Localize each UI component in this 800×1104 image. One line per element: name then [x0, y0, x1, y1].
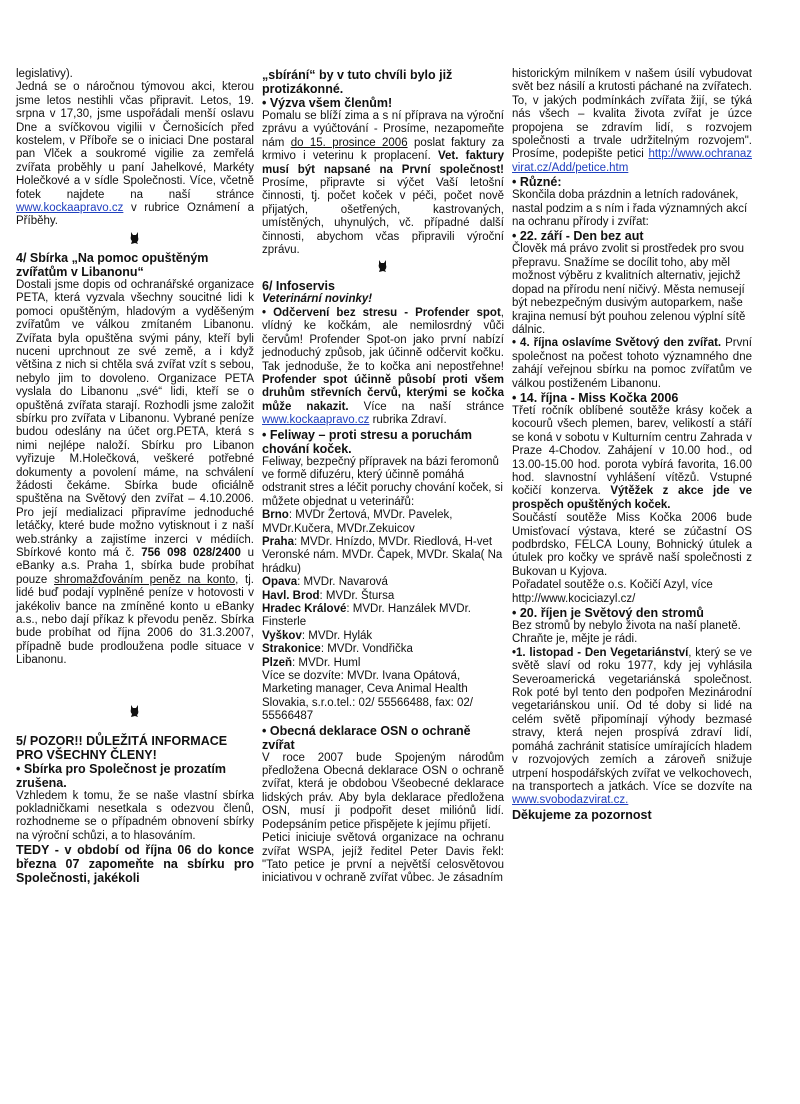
thanks-text: Děkujeme za pozornost: [512, 807, 652, 822]
event-4-text: Bez stromů by nebylo života na naší planetě. Chraňte je, mějte je rádi.: [512, 620, 741, 646]
kockaapravo-link[interactable]: www.kockaapravo.cz: [16, 202, 124, 215]
vet-city: Praha: [262, 535, 294, 548]
vet-city: Hradec Králové: [262, 603, 347, 615]
section-4-text-3: , tj. lidé buď podají vyplněné peníze v hotovosti v jakékoliv bance na zmíněné konto u eBanky a.s., nebo dají příkaz k převodu peněz. Sbírka bude probíhat od října 2006 do 31.3.2007, případně bude prodloužena podle situace v Libanonu.: [16, 573, 254, 667]
cat-divider-icon: [262, 259, 504, 277]
column-left: [16, 68, 254, 885]
petition-body: [512, 68, 752, 175]
vet-names: : MVDr. Hanzálek MVDr. Finsterle: [262, 603, 471, 629]
section-5-bullet: • Sbírka pro Společnost je prozatím zrušena.: [16, 761, 226, 790]
event-3-text-2: Součástí soutěže Miss Kočka 2006 bude Umisťovací výstava, které se zúčastní OS podbrdsko, FELCA Louny, Bohnický útulek a útulek pro kočky ve správě naší společnosti z Bukovan u Kyjova.: [512, 512, 752, 578]
odcerveni-title: • Odčervení bez stresu - Profender spot: [262, 306, 501, 319]
vyzva-text-3: Prosíme, připravte si výčet Vaší letošní činnosti, tj. počet koček v péči, počet nově přijatých, ošetřených, kastrovaných, umístěných, uhynulých, vč. případné další činnosti, abychom včas připravili výroční zprávu.: [262, 177, 504, 257]
vet-names: : MVDr. Huml: [292, 656, 361, 669]
odcerveni-text-3: rubrika Zdraví.: [369, 414, 447, 427]
vet-item: [262, 576, 504, 589]
cat-divider-icon: [16, 704, 254, 722]
odcerveni-text: , vlídný ke kočkám, ale nemilosrdný vůči červům! Profender Spot-on jako první nabízí jednoduchý způsob, jak účinně odčervit kočku. Tak jednoduše, že to kočka ani nepostřehne!: [262, 306, 504, 373]
petition-link[interactable]: http://www.ochranazvirat.cz/Add/petice.htm: [512, 148, 752, 174]
vet-city: Vyškov: [262, 629, 302, 642]
section-6-title: 6/ Infoservis: [262, 279, 335, 294]
vet-item: [262, 536, 504, 576]
osn-text-2: Petici iniciuje světová organizace na ochranu zvířat WSPA, jejíž ředitel Peter Davis řekl: "Tato petice je první a největší celosvětovou iniciativou v ochraně zvířat vůbec. Je zásadním: [262, 832, 504, 885]
event-3-title: • 14. října - Miss Kočka 2006: [512, 390, 679, 405]
column-right: [512, 68, 752, 822]
cat-divider-icon: [16, 231, 254, 249]
vet-city: Opava: [262, 576, 298, 589]
vet-names: : MVDr. Štursa: [319, 589, 395, 602]
vyzva-text-2: poslat faktury za krmivo i veterinu k proplacení.: [262, 136, 504, 163]
event-5-title: •1. listopad - Den Vegetariánství: [512, 646, 689, 659]
intro-tail: v rubrice Oznámení a Příběhy.: [16, 202, 254, 228]
column-middle: [262, 68, 504, 886]
event-1-title: • 22. září - Den bez aut: [512, 229, 644, 244]
vet-city: Brno: [262, 509, 289, 522]
odcerveni-bold: Profender spot účinně působí proti všem druhům střevních červů, kterými se kočka může nakazit.: [262, 373, 504, 413]
event-3-body: [512, 405, 752, 512]
continued-bold: „sbírání“ by v tuto chvíli bylo již protizákonné.: [262, 68, 453, 96]
vet-item: [262, 590, 504, 603]
osn-title: • Obecná deklarace OSN o ochraně zvířat: [262, 723, 471, 752]
vet-names: : MVDr. Hylák: [301, 629, 373, 642]
feliway-title: • Feliway – proti stresu a poruchám chování koček.: [262, 427, 472, 456]
vet-item: [262, 643, 504, 656]
vet-item: [262, 630, 504, 643]
section-4-text: Dostali jsme dopis od ochranářské organizace PETA, která vyzvala všechny soucitné lidi k pomoci opuštěným, hladovým a vyděšeným zvířatům ve válkou zmítaném Libanonu. Zvířata byla opuštěna svými pány, kteří byli nuceni uprchnout ze své země, a i když většina z nich si chtěla svá zvířat vzít s sebou, nebylo jim to dovoleno. Organizace PETA vyslala do Libanonu „své“ lidi, kteří se o opuštěná zvířata starají. Rozhodli jsme založit sbírku pro zvířata v Libanonu. Vybrané peníze budou odeslány na účet org.PETA, která s nimi nejlépe naloží. Sbírku pro Libanon vyřizuje M.Holečková, veškeré potřebné dokumenty a povolení máme, na schválení žádosti čekáme. Sbírka bude oficiálně spuštěna na Světový den zvířat – 4.10.2006. Pro její medializaci připravíme jednoduché letáčky, které bude možno vytisknout i z naší web.stránky a zajistíme inzerci v médiích. Sbírkové konto má č.: [16, 278, 254, 559]
kockaapravo-link-2[interactable]: www.kockaapravo.cz: [262, 414, 370, 427]
event-5-body: [512, 647, 752, 808]
event-1-text: Člověk má právo zvolit si prostředek pro svou přepravu. Snažíme se docílit toho, aby měl možnost výběru z kvalitních alternativ, jejichž dopad na přírodu není ničivý. Města nemusejí být nebezpečným dusivým autoparkem, naše krajina nemusí být pouhou zelenou výplní sítě dálnic.: [512, 243, 746, 336]
odcerveni-text-2: Více na naší stránce: [348, 400, 504, 413]
vet-names: : MVDr. Vondřička: [320, 643, 413, 656]
event-3-text: Třetí ročník oblíbené soutěže krásy koček a kocourů všech plemen, barev, velikostí a stáří se koná v sobotu v Kulturním centru Zahrada v Praze 4-Chodov. Zahájení v 10.00 hod., od 13.00-15.00 hod. porota vybírá favorita, 16.00 hod. slavnostní vyhlášení vítězů. Vstupné kočičí konzerva.: [512, 404, 752, 498]
section-4-underline: shromažďováním peněz na konto: [54, 573, 236, 586]
vet-item: [262, 603, 504, 630]
section-5-bold: TEDY - v období od října 06 do konce března 07 zapomeňte na sbírku pro Společnosti, jakékoli: [16, 843, 254, 886]
contact-text: Více se dozvíte: MVDr. Ivana Opátová, Marketing manager, Ceva Animal Health Slovakia, s.r.o.tel.: 02/ 55566488, fax: 02/ 55566487: [262, 670, 473, 723]
section-4-text-2: u eBanky a.s. Praha 1, sbírka bude probíhat pouze: [16, 547, 255, 586]
vyzva-title: • Výzva všem členům!: [262, 96, 393, 110]
vet-names: : MVDr. Hnízdo, MVDr. Riedlová, H-vet Veronské nám. MVDr. Čapek, MVDr. Skala( Na hrádku): [262, 535, 503, 575]
event-2-body: [512, 337, 752, 391]
vyzva-bold: Vet. faktury musí být napsané na První společnost!: [262, 150, 505, 176]
vet-names: : MVDr Žertová, MVDr. Pavelek, MVDr.Kučera, MVDr.Zekuicov: [262, 509, 453, 535]
vyzva-body: [262, 110, 504, 257]
account-number: 756 098 028/2400: [141, 547, 241, 559]
petition-text: historickým milníkem v našem úsilí vybudovat svět bez násilí a krutosti páchané na zvířatech. To, v jakých podmínkách zvířata žijí, se týká nás všech – kvalita života zvířat je úzce propojena se zdravím lidí, s rozvojem společnosti a trvale udržitelným rozvojem". Prosíme, podepište petici: [512, 68, 752, 161]
vet-names: : MVDr. Navarová: [297, 576, 388, 589]
osn-text: V roce 2007 bude Spojeným národům předložena Obecná deklarace OSN o ochraně zvířat, která je obdobou Všeobecné deklarace lidských práv. Aby byla deklarace předložena OSN, musí ji podpořit deset miliónů lidí. Podepsáním petice přispějete k jejímu přijetí.: [262, 751, 504, 831]
section-4-body: [16, 279, 254, 668]
vet-city: Havl. Brod: [262, 589, 320, 602]
intro-paragraph: [16, 68, 254, 229]
event-3-text-3: Pořadatel soutěže o.s. Kočičí Azyl, více http://www.kociciazyl.cz/: [512, 579, 713, 605]
vyzva-text: Pomalu se blíží zima a s ní příprava na výroční zprávu a vyúčtování - Prosíme, nezapomeňte nám: [262, 110, 504, 149]
ruzne-text: Skončila doba prázdnin a letních radovánek, nastal podzim a s ním i řada významných akcí na ochranu přírody i zvířat:: [512, 189, 748, 229]
event-2-title: • 4. října oslavíme Světový den zvířat.: [512, 337, 722, 350]
vet-city: Plzeň: [262, 656, 293, 669]
odcerveni-body: [262, 307, 504, 428]
vet-item: [262, 657, 504, 670]
section-5-text: Vzhledem k tomu, že se naše vlastní sbírka pokladničkami nesetkala s odezvou členů, rozhodneme se o případném obnovení sbírky na výroční schůzi, a to hlasováním.: [16, 789, 254, 842]
svobodazvirat-link[interactable]: www.svobodazvirat.cz.: [512, 794, 629, 807]
section-5-title: 5/ POZOR!! DŮLEŽITÁ INFORMACE PRO VŠECHNY ČLENY!: [16, 733, 228, 762]
section-6-subtitle: Veterinární novinky!: [262, 293, 373, 306]
section-4-title: 4/ Sbírka „Na pomoc opuštěným zvířatům v Libanonu“: [16, 250, 209, 279]
intro-text: legislativy). Jedná se o náročnou týmovou akci, kterou jsme letos nestihli včas připravit. Letos, 19. srpna v 17,30, jsme uspořádali menší oslavu Dne a svíčkovou vigilii v Černošicích před kostelem, v Příboře se o iniciaci Dne postaral pan Vlček a soukromé vigilie za zemřelá zvířata proběhly u paní Jahelkové, Markéty Holečkové a v sídle Společnosti. Více, včetně fotek najdete na naší stránce: [16, 68, 254, 201]
ruzne-title: • Různé:: [512, 175, 562, 190]
vyzva-deadline: do 15. prosince 2006: [290, 136, 408, 149]
vet-list: [262, 509, 504, 670]
event-3-bold: Výtěžek z akce jde ve prospěch opuštěných koček.: [512, 485, 752, 511]
feliway-text: Feliway, bezpečný přípravek na bázi feromonů ve formě difuzéru, který účinně pomáhá odstranit stres a léčit poruchy chování koček, si můžete objednat u veterinářů:: [262, 455, 503, 508]
event-5-text: , který se ve světě slaví od roku 1977, kdy jej vyhlásila Severoamerická vegetariánská společnost. Rok poté byl tento den podpořen Mezinárodní vegetariánskou unií. Od té doby si lidé na celém světě připomínají výhody bezmasé stravy, která nejen prospívá zdraví lidí, pomáhá zachránit statisíce umírajících hladem v rozvojových zemích a zároveň snižuje utrpení hospodářských zvířat ve velkochovech, na transportech a jatkách. Více se dozvíte na: [512, 646, 752, 793]
event-2-text: První společnost na počest tohoto významného dne zahájí veřejnou sbírku na pomoc zvířatům ve válkou postiženém Libanonu.: [512, 337, 752, 390]
vet-item: [262, 509, 504, 536]
event-4-title: • 20. říjen je Světový den stromů: [512, 606, 704, 621]
vet-city: Strakonice: [262, 643, 321, 656]
